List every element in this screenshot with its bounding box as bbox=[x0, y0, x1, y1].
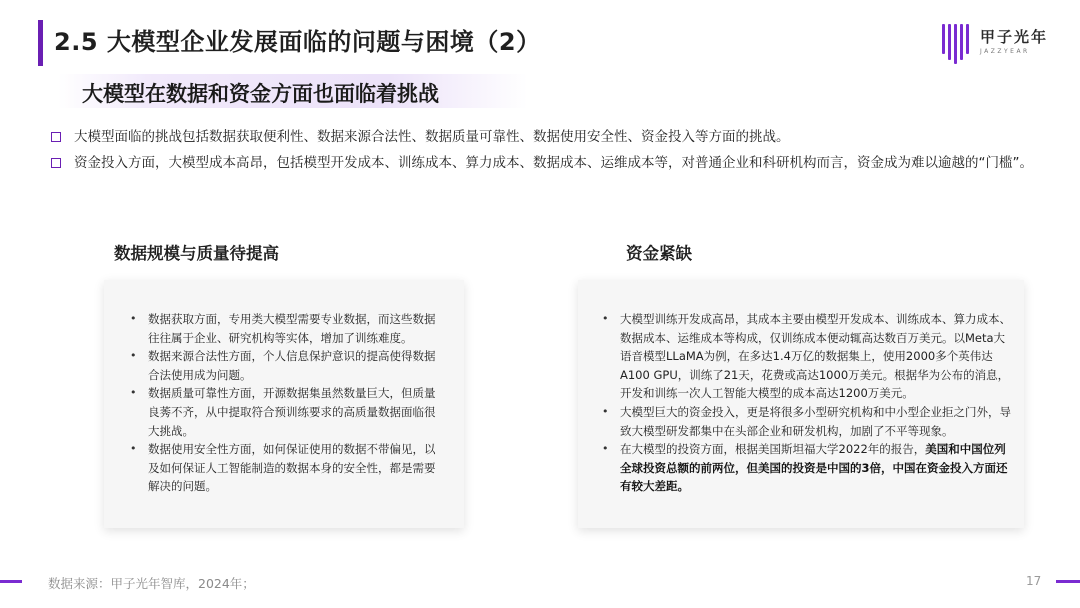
list-item: • 大模型训练开发成高昂，其成本主要由模型开发成本、训练成本、算力成本、数据成本、运维成本等构成，仅训练成本便动辄高达数百万美元。以Meta大语音模型LLaMA为例，在多达1.4万亿的数据集上，使用2000多个英伟达A100 GPU，训练了21天，花费或高达1000万美元。根据华为公布的消息，开发和训练一次人工智能大模型的成本高达1200万美元。 bbox=[602, 312, 1011, 401]
title-accent-bar bbox=[38, 20, 43, 66]
bullet-dot-icon: • bbox=[130, 442, 137, 456]
list-item: • 数据质量可靠性方面，开源数据集虽然数量巨大，但质量良莠不齐，从中提取符合预训练要求的高质量数据面临很大挑战。 bbox=[130, 386, 436, 438]
footer-accent-left bbox=[0, 580, 22, 583]
footer-accent-right bbox=[1056, 580, 1080, 583]
data-challenges-card bbox=[104, 280, 464, 528]
data-source: 数据来源：甲子光年智库，2024年； bbox=[48, 576, 255, 591]
intro-bullet-text: 大模型面临的挑战包括数据获取便利性、数据来源合法性、数据质量可靠性、数据使用安全性、资金投入等方面的挑战。 bbox=[74, 129, 790, 145]
funding-card bbox=[578, 280, 1024, 528]
intro-bullet-text: 资金投入方面，大模型成本高昂，包括模型开发成本、训练成本、算力成本、数据成本、运维成本等，对普通企业和科研机构而言，资金成为难以逾越的“门槛”。 bbox=[74, 155, 1033, 171]
intro-bullet bbox=[48, 127, 1038, 147]
bullet-dot-icon: • bbox=[602, 404, 609, 418]
list-item: • 数据获取方面，专用类大模型需要专业数据，而这些数据往往属于企业、研究机构等实体，增加了训练难度。 bbox=[130, 312, 436, 345]
bullet-dot-icon: • bbox=[130, 349, 137, 363]
list-item: • 大模型巨大的资金投入，更是将很多小型研究机构和中小型企业拒之门外，导致大模型研发都集中在头部企业和研发机构，加剧了不平等现象。 bbox=[602, 404, 1011, 438]
intro-bullet bbox=[48, 153, 1038, 173]
list-item: • 在大模型的投资方面，根据美国斯坦福大学2022年的报告，美国和中国位列全球投资总额的前两位，但美国的投资是中国的3倍，中国在资金投入方面还有较大差距。 bbox=[602, 442, 1008, 494]
left-section-title: 数据规模与质量待提高 bbox=[114, 244, 279, 263]
logo-name: 甲子光年 bbox=[980, 28, 1049, 46]
page-title: 2.5 大模型企业发展面临的问题与困境（2） bbox=[54, 28, 541, 56]
page-number: 17 bbox=[1026, 574, 1042, 588]
bullet-dot-icon: • bbox=[602, 312, 609, 325]
intro-bullets bbox=[48, 127, 1038, 179]
list-item: • 数据使用安全性方面，如何保证使用的数据不带偏见，以及如何保证人工智能制造的数据本身的安全性，都是需要解决的问题。 bbox=[130, 442, 436, 494]
logo-subtext: JAZZYEAR bbox=[980, 48, 1030, 55]
page-subtitle: 大模型在数据和资金方面也面临着挑战 bbox=[82, 82, 439, 106]
bullet-dot-icon: • bbox=[602, 442, 609, 456]
square-bullet-icon bbox=[51, 158, 61, 168]
emphasis-text: 美国和中国位列全球投资总额的前两位，但美国的投资是中国的3倍，中国在资金投入方面还有较大差距。 bbox=[620, 442, 1008, 494]
jazzyear-logo bbox=[942, 24, 1052, 64]
right-section-title: 资金紧缺 bbox=[626, 244, 692, 263]
square-bullet-icon bbox=[51, 132, 61, 142]
bullet-dot-icon: • bbox=[130, 312, 137, 325]
bullet-dot-icon: • bbox=[130, 386, 137, 400]
list-item: • 数据来源合法性方面，个人信息保护意识的提高使得数据合法使用成为问题。 bbox=[130, 349, 436, 382]
